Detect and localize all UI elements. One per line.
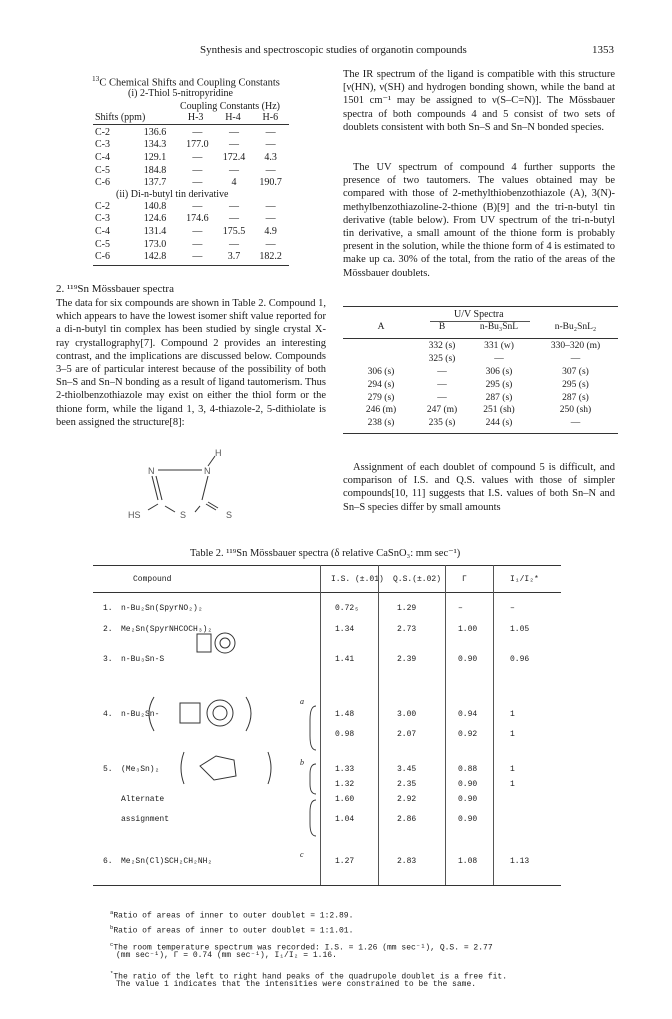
uv-cell: —: [570, 354, 581, 365]
footnote-a-text: Ratio of areas of inner to outer doublet = 1:2.89.: [113, 911, 354, 921]
uv-cell: 238 (s): [367, 418, 395, 429]
uv-cell: 246 (m): [365, 405, 397, 416]
uv-cell: 307 (s): [562, 366, 589, 377]
nmr-row: [93, 238, 289, 251]
nmr-row: [93, 151, 289, 164]
table2-cell-is: 1.41: [335, 655, 355, 664]
uv-cell: 287 (s): [485, 392, 513, 403]
nmr-cell: 129.1: [143, 151, 167, 163]
nmr-cell: C-3: [95, 139, 110, 151]
footnote-star: *The ratio of the left to right hand peaks of the quadrupole doublet is a free fit.: [110, 970, 508, 982]
thiadiazole-ring: [200, 756, 236, 780]
table2-cell-is: 0.98: [335, 730, 355, 739]
table2-cell-compound: (Me₃Sn)₂: [121, 765, 160, 774]
table2-cell-num: 3.: [103, 655, 113, 664]
nmr-cell: —: [265, 139, 276, 151]
footnote-c-cont: (mm sec⁻¹), Γ = 0.74 (mm sec⁻¹), I₁/I₂ = 1.16.: [116, 951, 337, 960]
uv-cell: 306 (s): [485, 366, 513, 377]
nmr-cell: 4: [231, 177, 237, 189]
table2-cell-ratio: 1.05: [510, 625, 530, 634]
table2-cell-is: 1.27: [335, 857, 355, 866]
table2-cell-gamma: 0.90: [458, 815, 478, 824]
nmr-cell: —: [192, 251, 203, 263]
nmr-cell: —: [192, 151, 203, 163]
nmr-cell: —: [228, 126, 239, 138]
table2-cell-qs: 2.35: [397, 780, 417, 789]
structure-label-h: H: [215, 448, 222, 458]
table2-col-ratio: I₁/I₂*: [510, 575, 539, 584]
uv-cell: 325 (s): [428, 354, 456, 365]
table2-col-is: I.S. (±.01): [331, 575, 384, 584]
structure-bond: [208, 456, 215, 466]
nmr-cell: —: [192, 225, 203, 237]
nmr-title-sup: 13: [92, 74, 100, 83]
benzene-ring: [207, 700, 233, 726]
nmr-rows-2: [93, 200, 289, 263]
nmr-cell: C-6: [95, 177, 110, 189]
mark-a: a: [300, 697, 304, 706]
nmr-cell: 184.8: [143, 164, 167, 176]
benzene-ring-inner: [213, 706, 227, 720]
mark-c: c: [300, 850, 304, 859]
uv-cell: 295 (s): [562, 379, 589, 390]
nmr-row: [93, 213, 289, 226]
structure-label-s1: S: [180, 510, 187, 520]
table2-cell-qs: 2.92: [397, 795, 417, 804]
nmr-cell: 131.4: [143, 225, 167, 237]
section-heading: 2. ¹¹⁹Sn Mössbauer spectra: [56, 283, 174, 295]
nmr-cell: —: [228, 213, 239, 225]
uv-cell: 250 (sh): [559, 405, 592, 416]
nmr-cell: 136.6: [143, 126, 167, 138]
nmr-cell: —: [192, 200, 203, 212]
uv-cell: 306 (s): [367, 366, 395, 377]
thiazole-ring: [180, 703, 200, 723]
uv-row: [343, 391, 618, 404]
right-paragraph-2: The UV spectrum of compound 4 further supports the presence of two tautomers. The values obtained may be compared with those of 2-methylthiobenzothiazole (A), 3(N)-methylbenzothiazoline-2-thione (B)[9] and the tri-n-butyl tin derivative (table below). From UV spectrum of the tri-n-butyl tin derivative, a small amount of the thione form is probably present in the solution, while the thione form of 4 is estimated to make up ca. 30% of the total, from the ratio of the areas of the Mössbauer doublets.: [343, 162, 615, 279]
table2-cell-gamma: 0.94: [458, 710, 478, 719]
table2-cell-gamma: 0.90: [458, 795, 478, 804]
footnote-star-text-1: The ratio of the left to right hand peaks of the quadrupole doublet is a free fit.: [113, 972, 508, 982]
uv-group-header: U/V Spectra: [454, 309, 504, 320]
table2-cell-compound: Me₂Sn(Cl)SCH₂CH₂NH₂: [121, 857, 213, 866]
uv-cell: 244 (s): [485, 418, 513, 429]
nmr-cell: C-4: [95, 151, 110, 163]
bracket-5: [310, 764, 316, 794]
nmr-rule-top: [93, 124, 289, 125]
uv-cell: 295 (s): [485, 379, 513, 390]
thiazole-ring: [197, 634, 211, 652]
nmr-cell: —: [265, 238, 276, 250]
bracket-4: [310, 706, 316, 750]
left-paragraph: The data for six compounds are shown in Table 2. Compound 1, which appears to have the lowest isomer shift value reported for a di-n-butyl tin complex has been studied by single crystal X-ray crystallography[7]. Compound 2 provides an interesting contrast, and the implications are discussed below. Compounds 3–5 are of particular interest because of the possibility of both Sn–S and Sn–N bonding as a result of ligand tautomerism. Thus 2-thiolbenzothiazole may exist on either the thiol form or the thione form, while the ligand 1, 3, 4-thiazole-2, 5-dithiolate is been assigned the structure[8]:: [56, 298, 326, 428]
table2-rule-top: [93, 565, 561, 566]
table2-cell-compound: Me₂Sn(SpyrNHCOCH₃)₂: [121, 625, 213, 634]
benzothiazole-structure-3: [185, 630, 245, 658]
uv-col-bu2: n-Bu₂SnL₂: [554, 322, 597, 333]
table2-col-qs: Q.S.(±.02): [393, 575, 442, 584]
table2-cell-qs: 3.45: [397, 765, 417, 774]
table2-cell-qs: 2.86: [397, 815, 417, 824]
table2-cell-ratio: 1: [510, 710, 515, 719]
nmr-cell: —: [265, 200, 276, 212]
nmr-cell: 190.7: [259, 177, 282, 189]
table2-cell-ratio: 1: [510, 730, 515, 739]
footnote-c-text-1: The room temperature spectrum was recorded: I.S. = 1.26 (mm sec⁻¹), Q.S. = 2.77: [113, 943, 493, 953]
table2-cell-gamma: –: [458, 604, 463, 613]
nmr-title-text: C Chemical Shifts and Coupling Constants: [99, 77, 280, 89]
table2-cell-is: 1.04: [335, 815, 355, 824]
table2-cell-qs: 2.39: [397, 655, 417, 664]
nmr-cell: —: [192, 126, 203, 138]
nmr-col-h4: H-4: [225, 111, 241, 123]
thiadiazole-structure-5: [178, 748, 278, 788]
table2-cell-is: 0.72₅: [335, 604, 360, 613]
nmr-cell: C-6: [95, 251, 110, 263]
table2-cell-is: 1.60: [335, 795, 355, 804]
mark-b: b: [300, 758, 304, 767]
table2-cell-is: 1.32: [335, 780, 355, 789]
nmr-rule-bottom: [93, 265, 289, 266]
nmr-cell: —: [192, 177, 203, 189]
uv-cell: —: [437, 379, 447, 390]
uv-cell: 251 (sh): [483, 405, 515, 416]
right-paragraph-3: Assignment of each doublet of compound 5 is difficult, and comparison of I.S. and Q.S. values with those of simpler compounds[10, 11] suggests that I.S. values of both Sn–N and Sn–S species differ by small amounts: [343, 462, 615, 513]
table2-col-compound: Compound: [133, 575, 172, 584]
benzene-ring: [215, 633, 235, 653]
table2-vline-1: [320, 565, 321, 885]
nmr-cell: 182.2: [259, 251, 282, 263]
table2-cell-gamma: 1.00: [458, 625, 478, 634]
left-paren: [181, 752, 184, 784]
nmr-subtitle-1: (i) 2-Thiol 5-nitropyridine: [128, 88, 233, 99]
table2-rule-bottom: [93, 885, 561, 886]
uv-cell: 330–320 (m): [550, 341, 601, 352]
table2-brackets: [308, 700, 320, 880]
table2-cell-is: 1.34: [335, 625, 355, 634]
uv-cell: 279 (s): [367, 392, 395, 403]
nmr-cell: C-3: [95, 213, 110, 225]
nmr-cell: C-5: [95, 164, 110, 176]
table2-caption: Table 2. ¹¹⁹Sn Mössbauer spectra (δ relative CaSnO₃: mm sec⁻¹): [190, 548, 461, 559]
table2-cell-num: 5.: [103, 765, 113, 774]
uv-table: [343, 321, 618, 334]
nmr-cell: —: [228, 139, 239, 151]
uv-cell: —: [437, 366, 447, 377]
table2-cell-ratio: 1: [510, 780, 515, 789]
footnote-c: $^c$The room temperature spectrum was recorded: I.S. = 1.26 (mm sec⁻¹), Q.S. = 2.77: [110, 941, 493, 953]
table2-cell-compound: Alternate: [121, 795, 165, 804]
nmr-row: [93, 225, 289, 238]
nmr-section2-label: (ii) Di-n-butyl tin derivative: [116, 189, 229, 200]
table2-cell-gamma: 1.08: [458, 857, 478, 866]
nmr-cell: 4.3: [264, 151, 277, 163]
nmr-coupling-label: Coupling Constants (Hz): [180, 101, 280, 112]
structure-label-n1: N: [148, 466, 155, 476]
nmr-cell: C-2: [95, 126, 110, 138]
table2-cell-ratio: 0.96: [510, 655, 530, 664]
uv-rule-top: [343, 306, 618, 307]
right-paren: [268, 752, 271, 784]
nmr-cell: —: [228, 238, 239, 250]
nmr-table: [93, 111, 289, 124]
footnote-b-text: Ratio of areas of inner to outer doublet = 1:1.01.: [113, 926, 354, 936]
nmr-col-h6: H-6: [262, 111, 279, 123]
footnote-b: $^b$Ratio of areas of inner to outer doublet = 1:1.01.: [110, 924, 354, 936]
table2-rule-header: [93, 592, 561, 593]
footnote-star-cont: The value 1 indicates that the intensities were constrained to be the same.: [116, 980, 477, 989]
nmr-cell: 3.7: [227, 251, 241, 263]
nmr-cell: —: [192, 164, 203, 176]
nmr-cell: C-5: [95, 238, 110, 250]
uv-rows: [343, 340, 618, 430]
uv-cell: —: [437, 392, 447, 403]
uv-row: [343, 378, 618, 391]
bracket-alt: [310, 800, 316, 836]
structure-bond: [148, 504, 158, 510]
uv-cell: 247 (m): [426, 405, 458, 416]
table2-cell-is: 1.48: [335, 710, 355, 719]
uv-cell: —: [494, 354, 504, 365]
table2-cell-compound: n-Bu₂Sn-: [121, 710, 160, 719]
nmr-rows-1: [93, 126, 289, 189]
structure-bond: [165, 506, 175, 512]
left-paren: [149, 697, 154, 731]
uv-row: [343, 417, 618, 430]
table2-cell-num: 2.: [103, 625, 113, 634]
table2-cell-gamma: 0.88: [458, 765, 478, 774]
structure-label-hs: HS: [128, 510, 141, 520]
uv-cell: 235 (s): [428, 418, 456, 429]
uv-rule-mid: [343, 338, 618, 339]
table2-cell-ratio: 1: [510, 765, 515, 774]
nmr-cell: —: [265, 164, 276, 176]
table2-cell-qs: 3.00: [397, 710, 417, 719]
table2-cell-is: 1.33: [335, 765, 355, 774]
right-paragraph-1: The IR spectrum of the ligand is compatible with this structure [ν(HN), ν(SH) and hydrogen bonding shown, while the band at 1501 cm⁻¹ may be assigned to ν(S–C=N)]. The Mössbauer spectra of both compounds 4 and 5 consist of two sets of doublets consistent with both Sn–S and Sn–N bonded species.: [343, 69, 615, 133]
uv-row: [343, 404, 618, 417]
thiadiazole-structure: [120, 448, 280, 528]
nmr-cell: C-4: [95, 225, 110, 237]
nmr-cell: 175.5: [222, 225, 246, 237]
structure-label-n2: N: [204, 466, 211, 476]
structure-bond: [202, 476, 208, 500]
table2-cell-num: 6.: [103, 857, 113, 866]
uv-cell: 332 (s): [428, 341, 456, 352]
uv-col-a: A: [377, 322, 385, 333]
right-paren: [246, 697, 251, 731]
nmr-cell: 173.0: [143, 238, 167, 250]
uv-cell: [343, 353, 419, 366]
nmr-cell: 134.3: [143, 139, 167, 151]
nmr-cell: 174.6: [186, 213, 209, 225]
nmr-cell: —: [228, 200, 239, 212]
uv-col-bu3: n-Bu₃SnL: [479, 322, 519, 333]
table2-vline-2: [378, 565, 379, 885]
benzene-ring-inner: [220, 638, 230, 648]
benzothiazole-structure-4: [140, 693, 280, 735]
table2-cell-compound: n-Bu₂Sn(SpyrNO₂)₂: [121, 604, 203, 613]
structure-label-s2: S: [226, 510, 233, 520]
nmr-cell: —: [228, 164, 239, 176]
nmr-row: [93, 250, 289, 263]
structure-bond: [208, 502, 218, 508]
uv-rule-bottom: [343, 433, 618, 434]
nmr-cell: 172.4: [222, 151, 246, 163]
table2-cell-qs: 2.83: [397, 857, 417, 866]
table2-cell-qs: 2.07: [397, 730, 417, 739]
structure-bond: [195, 506, 200, 512]
nmr-row: [93, 164, 289, 177]
table2-cell-ratio: –: [510, 604, 515, 613]
table2-cell-gamma: 0.90: [458, 780, 478, 789]
table2-vline-3: [445, 565, 446, 885]
uv-cell: [343, 340, 419, 353]
nmr-cell: 124.6: [143, 213, 167, 225]
table2-cell-compound: assignment: [121, 815, 170, 824]
table2-col-gamma: Γ: [462, 575, 467, 584]
nmr-col-h3: H-3: [187, 111, 204, 123]
uv-row: [343, 353, 618, 366]
uv-row: [343, 340, 618, 353]
uv-col-b: B: [438, 322, 446, 333]
table2-cell-qs: 1.29: [397, 604, 417, 613]
nmr-cell: 4.9: [264, 225, 277, 237]
nmr-row: [93, 200, 289, 213]
table2-vline-4: [493, 565, 494, 885]
uv-cell: 294 (s): [367, 379, 395, 390]
nmr-cell: 140.8: [143, 200, 167, 212]
table2-cell-num: 1.: [103, 604, 113, 613]
table2-cell-qs: 2.73: [397, 625, 417, 634]
nmr-cell: —: [265, 213, 276, 225]
nmr-cell: 137.7: [143, 177, 167, 189]
nmr-cell: 142.8: [143, 251, 167, 263]
structure-bond: [206, 504, 216, 510]
uv-cell: 287 (s): [562, 392, 589, 403]
table2-cell-gamma: 0.90: [458, 655, 478, 664]
table2-cell-compound: n-Bu₃Sn-S: [121, 655, 165, 664]
nmr-cell: 177.0: [186, 139, 209, 151]
nmr-cell: —: [265, 126, 276, 138]
uv-cell: —: [570, 418, 581, 429]
page-number: 1353: [592, 44, 614, 56]
table2-cell-gamma: 0.92: [458, 730, 478, 739]
running-title: Synthesis and spectroscopic studies of organotin compounds: [200, 44, 467, 56]
nmr-col-shift: Shifts (ppm): [95, 111, 146, 123]
table2-cell-ratio: 1.13: [510, 857, 530, 866]
footnote-a: $^a$Ratio of areas of inner to outer doublet = 1:2.89.: [110, 909, 354, 921]
nmr-row: [93, 139, 289, 152]
nmr-row: [93, 126, 289, 139]
table2-cell-num: 4.: [103, 710, 113, 719]
nmr-cell: —: [192, 238, 203, 250]
nmr-cell: C-2: [95, 200, 110, 212]
uv-cell: 331 (w): [484, 341, 514, 352]
uv-row: [343, 366, 618, 379]
